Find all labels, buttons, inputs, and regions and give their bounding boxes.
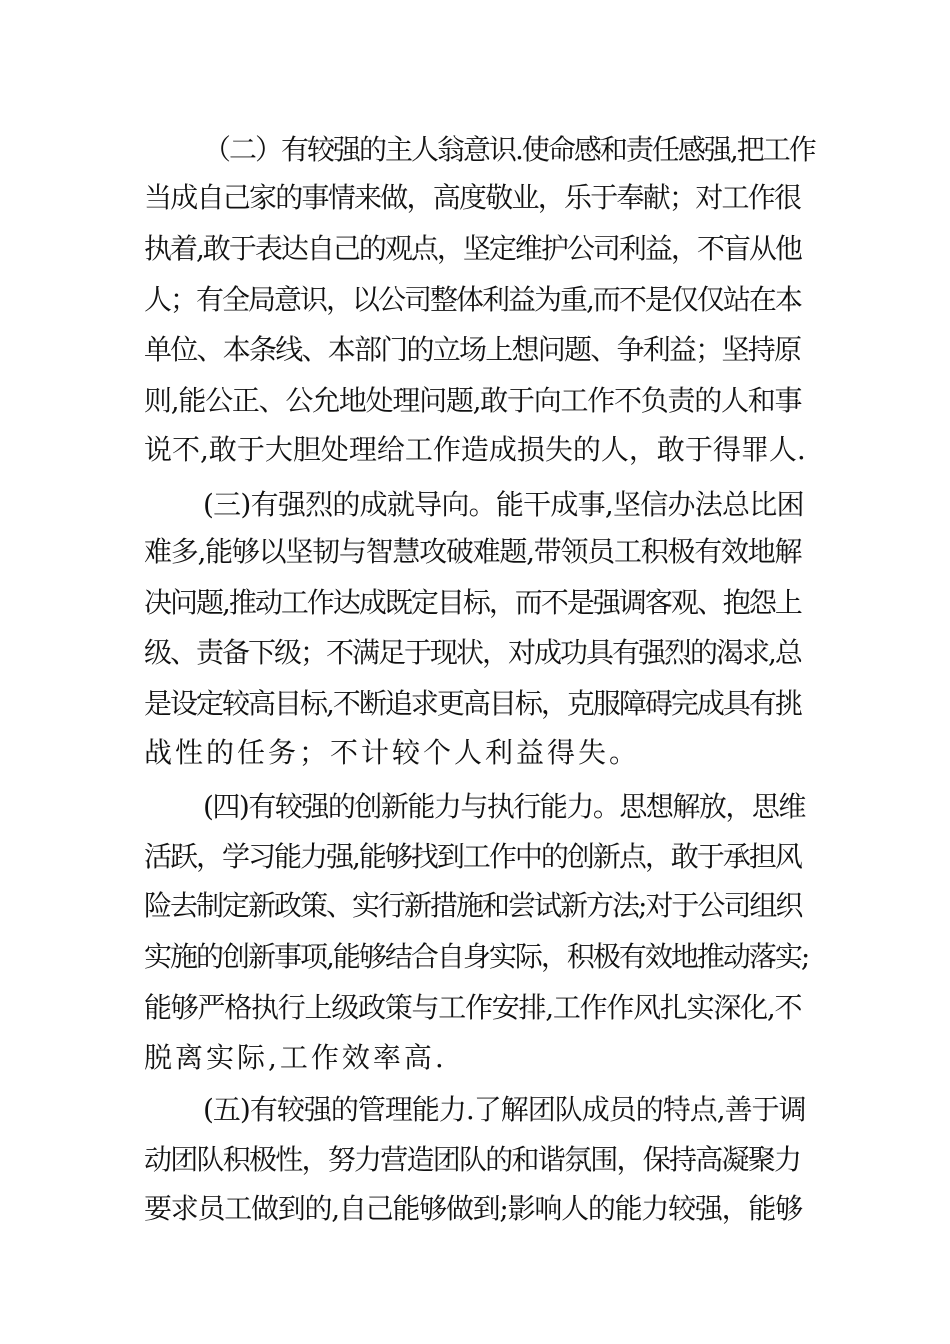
paragraph-3-line-2: 活跃，学习能力强,能够找到工作中的创新点，敢于承担风 <box>144 840 801 873</box>
paragraph-1-line-3: 执着,敢于表达自己的观点，坚定维护公司利益，不盲从他 <box>144 232 801 265</box>
paragraph-2-line-1: (三)有强烈的成就导向。能干成事,坚信办法总比困 <box>203 488 804 521</box>
paragraph-4-line-3: 要求员工做到的,自己能够做到;影响人的能力较强，能够 <box>144 1192 802 1225</box>
paragraph-2-line-5: 是设定较高目标,不断追求更高目标，克服障碍完成具有挑 <box>144 687 801 720</box>
paragraph-3-line-4: 实施的创新事项,能够结合自身实际，积极有效地推动落实; <box>144 940 809 973</box>
paragraph-3-line-1: (四)有较强的创新能力与执行能力。思想解放，思维 <box>203 790 805 823</box>
paragraph-4-line-2: 动团队积极性，努力营造团队的和谐氛围，保持高凝聚力 <box>144 1143 801 1176</box>
paragraph-3-line-6: 脱离实际,工作效率高. <box>144 1041 447 1074</box>
paragraph-1-line-6: 则,能公正、公允地处理问题,敢于向工作不负责的人和事 <box>144 384 802 417</box>
paragraph-3-line-5: 能够严格执行上级政策与工作安排,工作作风扎实深化,不 <box>144 991 802 1024</box>
paragraph-2-line-4: 级、责备下级；不满足于现状，对成功具有强烈的渴求,总 <box>144 636 801 669</box>
paragraph-4-line-1: (五)有较强的管理能力.了解团队成员的特点,善于调 <box>203 1093 806 1126</box>
paragraph-1-line-7: 说不,敢于大胆处理给工作造成损失的人，敢于得罪人. <box>144 433 806 466</box>
paragraph-1-line-5: 单位、本条线、本部门的立场上想问题、争利益；坚持原 <box>144 333 801 366</box>
paragraph-3-line-3: 险去制定新政策、实行新措施和尝试新方法;对于公司组织 <box>144 889 802 922</box>
paragraph-1-line-2: 当成自己家的事情来做，高度敬业，乐于奉献；对工作很 <box>144 181 801 214</box>
paragraph-1-line-1: （二）有较强的主人翁意识.使命感和责任感强,把工作 <box>203 133 815 166</box>
paragraph-2-line-3: 决问题,推动工作达成既定目标，而不是强调客观、抱怨上 <box>144 586 801 619</box>
paragraph-2-line-2: 难多,能够以坚韧与智慧攻破难题,带领员工积极有效地解 <box>144 535 802 568</box>
paragraph-2-line-6: 战性的任务；不计较个人利益得失。 <box>144 736 641 769</box>
paragraph-1-line-4: 人；有全局意识，以公司整体利益为重,而不是仅仅站在本 <box>144 283 801 316</box>
